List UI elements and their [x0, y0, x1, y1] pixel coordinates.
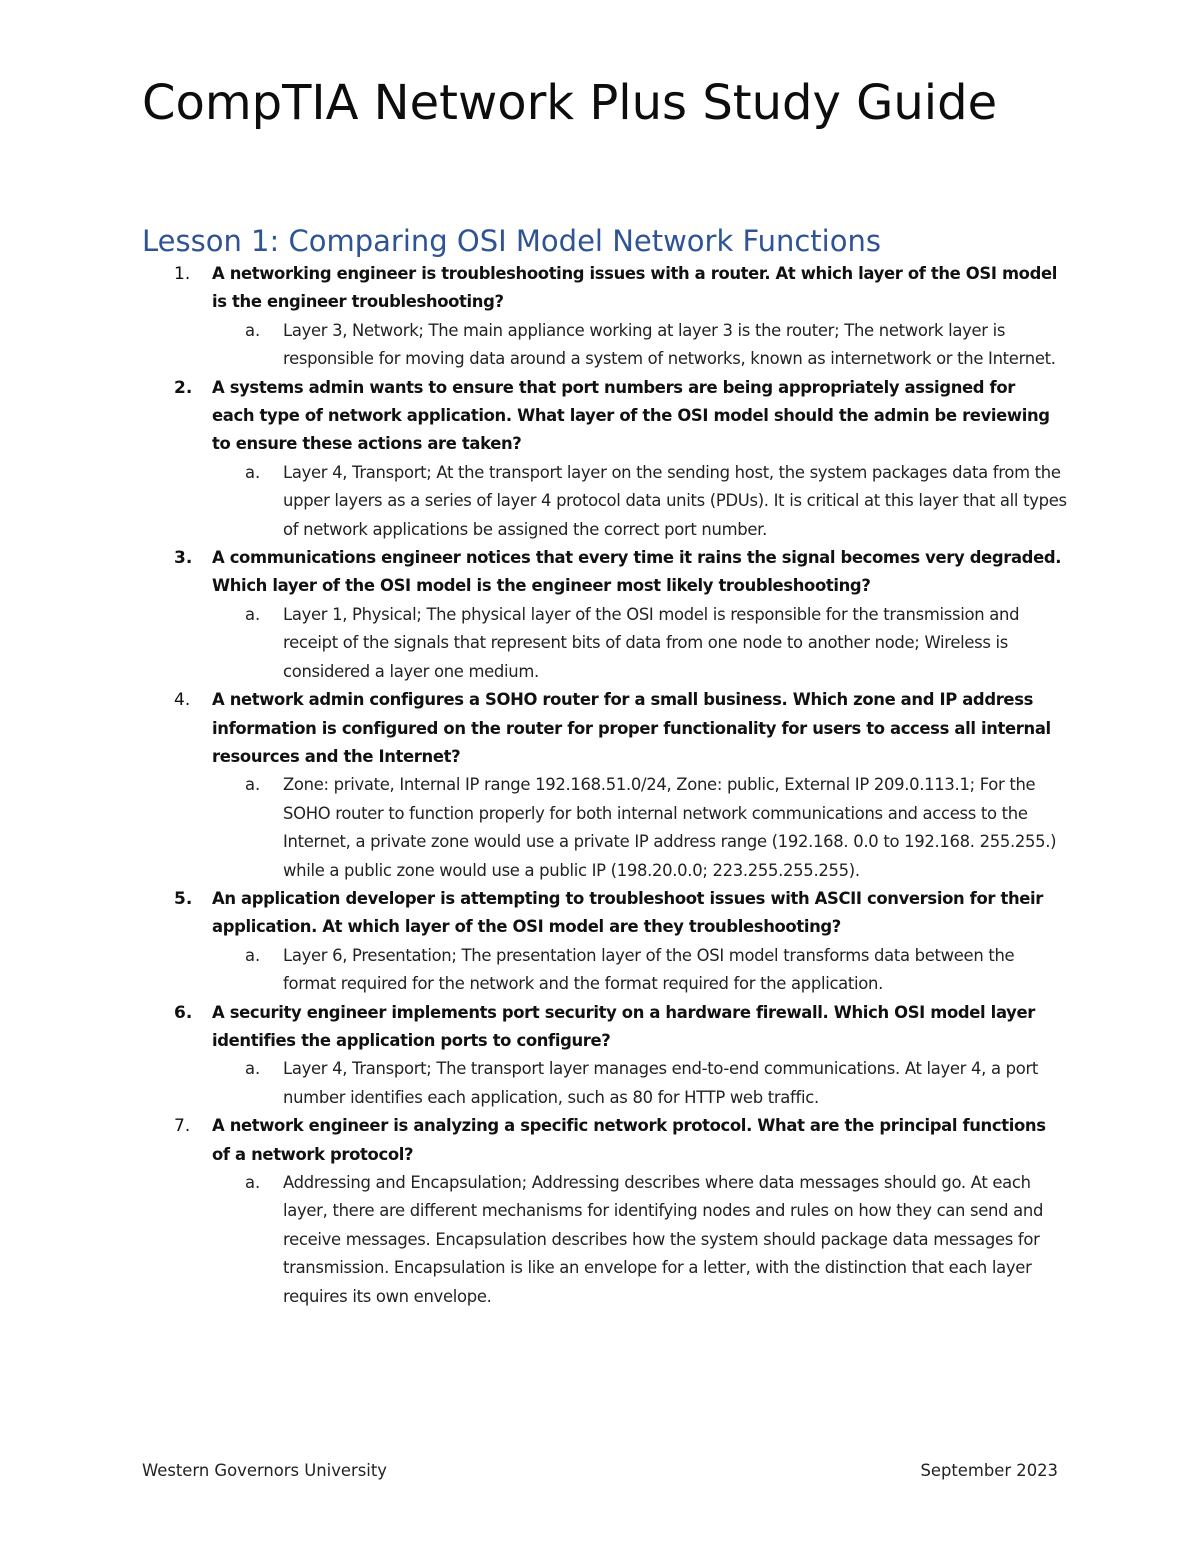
question-number: 2. — [174, 377, 193, 398]
question-text: A networking engineer is troubleshooting issues with a router. At which layer of the OSI model is the engineer troubleshooting? — [212, 264, 1057, 312]
question-text: An application developer is attempting to troubleshoot issues with ASCII conversion for their application. At which layer of the OSI model are they troubleshooting? — [212, 888, 1044, 937]
answer-letter: a. — [245, 775, 261, 795]
answer-text: Layer 6, Presentation; The presentation layer of the OSI model transforms data between the format required for the network and the format required for the application. — [283, 945, 1015, 994]
answer-item — [0, 1169, 1200, 1311]
answer-text: Layer 4, Transport; The transport layer manages end-to-end communications. At layer 4, a port number identifies each application, such as 80 for HTTP web traffic. — [283, 1059, 1039, 1107]
answer-text: Addressing and Encapsulation; Addressing describes where data messages should go. At each layer, there are different mechanisms for identifying nodes and rules on how they can send and receive messages. Encapsulation describes how the system should package data messages for transmission. Encapsulation is like an envelope for a letter, with the distinction that each layer requires its own envelope. — [283, 1173, 1044, 1306]
question-text: A security engineer implements port security on a hardware firewall. Which OSI model layer identifies the application ports to configure? — [212, 1002, 1035, 1050]
question-item — [0, 544, 1200, 686]
question-number: 6. — [174, 1002, 193, 1023]
document-title: CompTIA Network Plus Study Guide — [142, 75, 998, 131]
question-item — [0, 1112, 1200, 1311]
question-text: A network admin configures a SOHO router for a small business. Which zone and IP address information is configured on the router for proper functionality for users to access all internal resources and the Internet? — [212, 690, 1051, 766]
answer-letter: a. — [245, 462, 261, 482]
question-item — [0, 260, 1200, 374]
answer-letter: a. — [245, 320, 261, 340]
footer-date: September 2023 — [920, 1461, 1058, 1480]
answer-item — [0, 601, 1200, 686]
question-item — [0, 885, 1200, 999]
question-number: 1. — [174, 264, 191, 284]
question-number: 5. — [174, 888, 193, 909]
question-number: 7. — [174, 1116, 191, 1137]
question-list — [0, 260, 1200, 1311]
answer-text: Layer 3, Network; The main appliance working at layer 3 is the router; The network layer is responsible for moving data around a system of networks, known as internetwork or the Internet. — [283, 320, 1056, 369]
question-number: 3. — [174, 548, 193, 569]
answer-item — [0, 942, 1200, 999]
answer-letter: a. — [245, 604, 261, 624]
answer-item — [0, 1055, 1200, 1112]
question-text: A systems admin wants to ensure that port numbers are being appropriately assigned for each type of network application. What layer of the OSI model should the admin be reviewing to ensure these actions are taken? — [212, 377, 1050, 454]
footer-institution: Western Governors University — [142, 1461, 387, 1480]
question-item — [0, 999, 1200, 1113]
question-item — [0, 374, 1200, 544]
answer-letter: a. — [245, 1173, 261, 1192]
answer-text: Layer 1, Physical; The physical layer of the OSI model is responsible for the transmission and receipt of the signals that represent bits of data from one node to another node; Wireless is considered a layer one medium. — [283, 604, 1020, 681]
question-item — [0, 686, 1200, 885]
answer-letter: a. — [245, 1059, 261, 1079]
question-text: A network engineer is analyzing a specific network protocol. What are the principal functions of a network protocol? — [212, 1116, 1046, 1164]
lesson-heading: Lesson 1: Comparing OSI Model Network Functions — [142, 224, 881, 258]
answer-item — [0, 459, 1200, 544]
answer-item — [0, 771, 1200, 885]
question-text: A communications engineer notices that every time it rains the signal becomes very degraded. Which layer of the OSI model is the engineer most likely troubleshooting? — [212, 548, 1062, 596]
answer-text: Layer 4, Transport; At the transport layer on the sending host, the system packages data from the upper layers as a series of layer 4 protocol data units (PDUs). It is critical at this layer that all types of network applications be assigned the correct port number. — [283, 462, 1067, 539]
answer-letter: a. — [245, 945, 261, 965]
question-number: 4. — [174, 690, 191, 711]
answer-item — [0, 317, 1200, 374]
answer-text: Zone: private, Internal IP range 192.168.51.0/24, Zone: public, External IP 209.0.113.1; For the SOHO router to function properly for both internal network communications and access to the Internet, a private zone would use a private IP address range (192.168. 0.0 to 192.168. 255.255.) while a public zone would use a public IP (198.20.0.0; 223.255.255.255). — [283, 775, 1057, 880]
